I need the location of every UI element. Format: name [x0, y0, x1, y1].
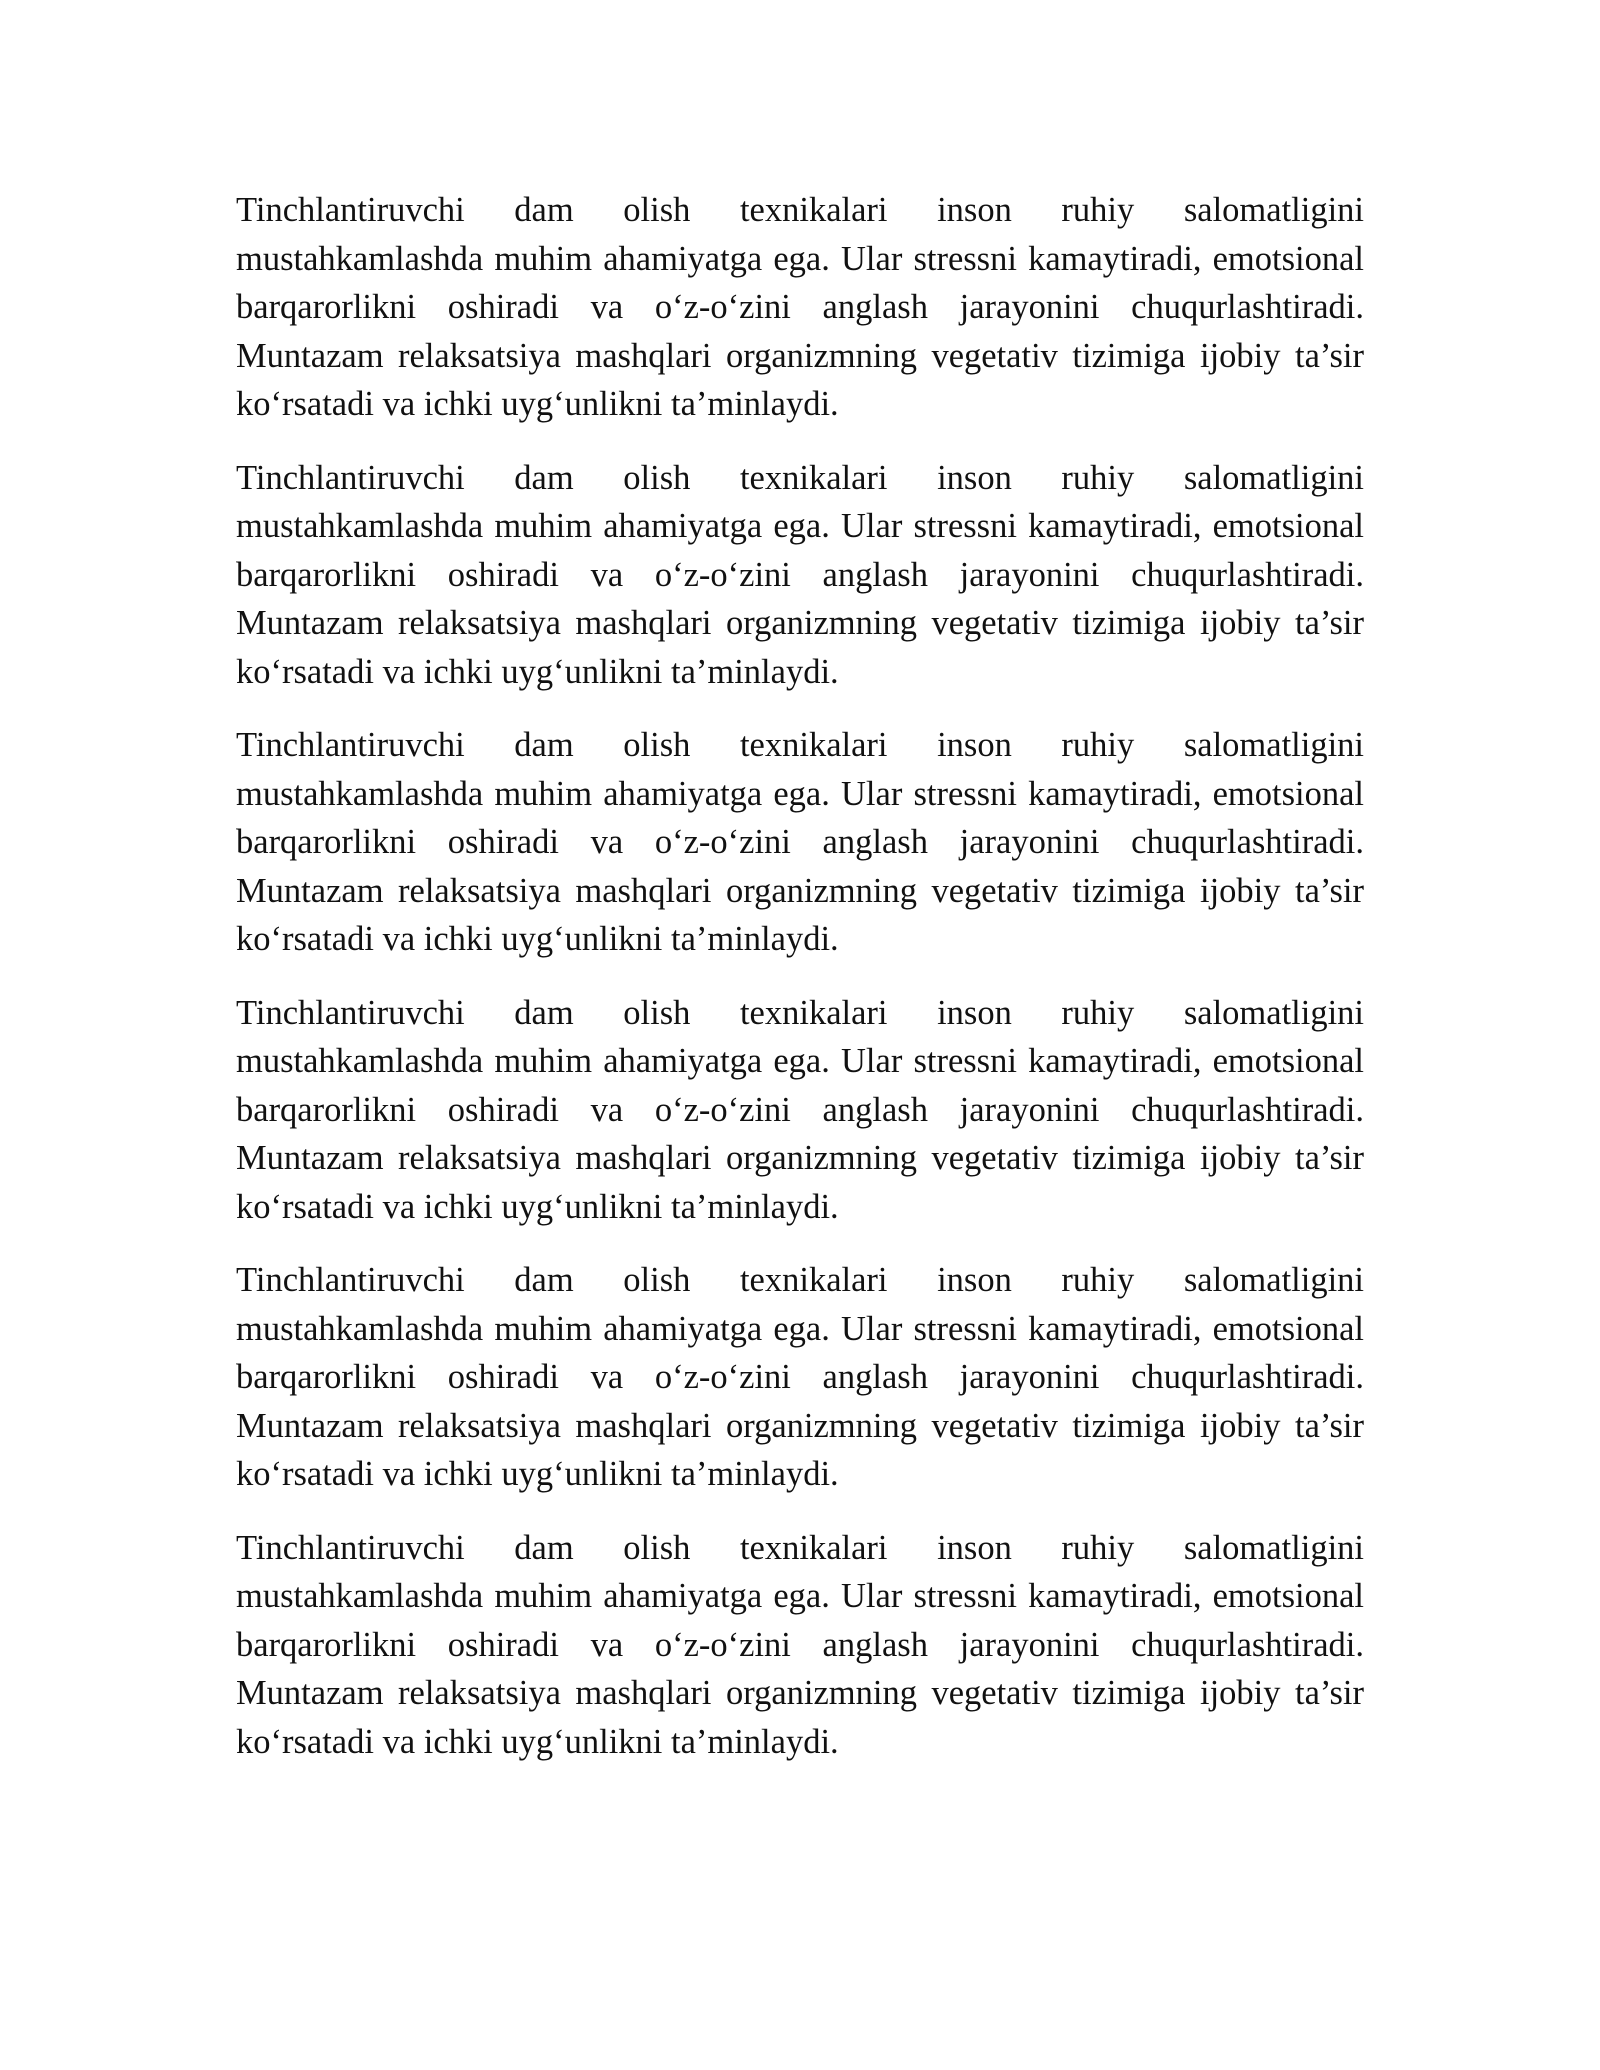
document-body	[236, 186, 1364, 1791]
paragraph-2: Tinchlantiruvchi dam olish texnikalari inson ruhiy salomatligini mustahkamlashda muhim ahamiyatga ega. Ular stressni kamaytiradi, emotsional barqarorlikni oshiradi va o‘z-o‘zini anglash jarayonini chuqurlashtiradi. Muntazam relaksatsiya mashqlari organizmning vegetativ tizimiga ijobiy ta’sir ko‘rsatadi va ichki uyg‘unlikni ta’minlaydi.	[236, 458, 1364, 691]
paragraph-5: Tinchlantiruvchi dam olish texnikalari inson ruhiy salomatligini mustahkamlashda muhim ahamiyatga ega. Ular stressni kamaytiradi, emotsional barqarorlikni oshiradi va o‘z-o‘zini anglash jarayonini chuqurlashtiradi. Muntazam relaksatsiya mashqlari organizmning vegetativ tizimiga ijobiy ta’sir ko‘rsatadi va ichki uyg‘unlikni ta’minlaydi.	[236, 1261, 1364, 1493]
paragraph-6: Tinchlantiruvchi dam olish texnikalari inson ruhiy salomatligini mustahkamlashda muhim ahamiyatga ega. Ular stressni kamaytiradi, emotsional barqarorlikni oshiradi va o‘z-o‘zini anglash jarayonini chuqurlashtiradi. Muntazam relaksatsiya mashqlari organizmning vegetativ tizimiga ijobiy ta’sir ko‘rsatadi va ichki uyg‘unlikni ta’minlaydi.	[236, 1528, 1364, 1761]
paragraph-4: Tinchlantiruvchi dam olish texnikalari inson ruhiy salomatligini mustahkamlashda muhim ahamiyatga ega. Ular stressni kamaytiradi, emotsional barqarorlikni oshiradi va o‘z-o‘zini anglash jarayonini chuqurlashtiradi. Muntazam relaksatsiya mashqlari organizmning vegetativ tizimiga ijobiy ta’sir ko‘rsatadi va ichki uyg‘unlikni ta’minlaydi.	[236, 993, 1364, 1226]
paragraph-3: Tinchlantiruvchi dam olish texnikalari inson ruhiy salomatligini mustahkamlashda muhim ahamiyatga ega. Ular stressni kamaytiradi, emotsional barqarorlikni oshiradi va o‘z-o‘zini anglash jarayonini chuqurlashtiradi. Muntazam relaksatsiya mashqlari organizmning vegetativ tizimiga ijobiy ta’sir ko‘rsatadi va ichki uyg‘unlikni ta’minlaydi.	[236, 726, 1364, 958]
paragraph-1: Tinchlantiruvchi dam olish texnikalari inson ruhiy salomatligini mustahkamlashda muhim ahamiyatga ega. Ular stressni kamaytiradi, emotsional barqarorlikni oshiradi va o‘z-o‘zini anglash jarayonini chuqurlashtiradi. Muntazam relaksatsiya mashqlari organizmning vegetativ tizimiga ijobiy ta’sir ko‘rsatadi va ichki uyg‘unlikni ta’minlaydi.	[236, 191, 1364, 423]
